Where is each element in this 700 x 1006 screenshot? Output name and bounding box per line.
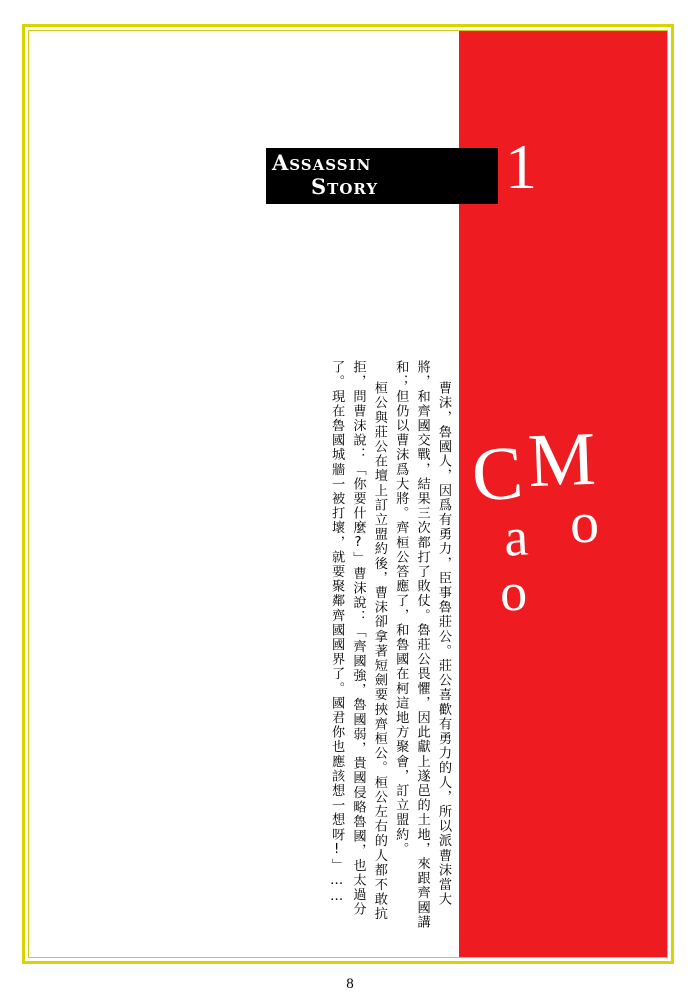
- chapter-number: 1: [505, 131, 537, 202]
- body-paragraph-2: 桓公與莊公在壇上訂立盟約後，曹沫卻拿著短劍要挾齊桓公。桓公左右的人都不敢抗拒，問曹沫說：「你要什麼?」曹沫說：「齊國強，魯國弱，貴國侵略魯國，也太過分了。現在魯國城牆一被打壞，就要聚鄰齊國國界了。國君你也應該想一想呀!」……: [329, 360, 387, 922]
- body-text-vertical: [248, 360, 454, 930]
- page-number: 8: [346, 976, 354, 992]
- title-line-1: Assassin: [272, 150, 372, 175]
- name-letter-o1: o: [498, 561, 529, 623]
- body-paragraph-1: 曹沫，魯國人，因爲有勇力，臣事魯莊公。莊公喜歡有勇力的人，所以派曹沫當大將，和齊國交戰，結果三次都打了敗仗。魯莊公畏懼，因此獻上遂邑的土地，來跟齊國講和；但仍以曹沫爲大將。齊桓公答應了，和魯國在柯這地方聚會，訂立盟約。: [393, 360, 451, 930]
- hand-lettered-name: [462, 400, 662, 640]
- name-letter-m: M: [526, 416, 598, 504]
- name-letter-c: C: [469, 430, 526, 518]
- name-letter-o2: o: [568, 489, 601, 556]
- name-letter-a: a: [502, 506, 530, 568]
- title-line-2: Story: [311, 174, 379, 199]
